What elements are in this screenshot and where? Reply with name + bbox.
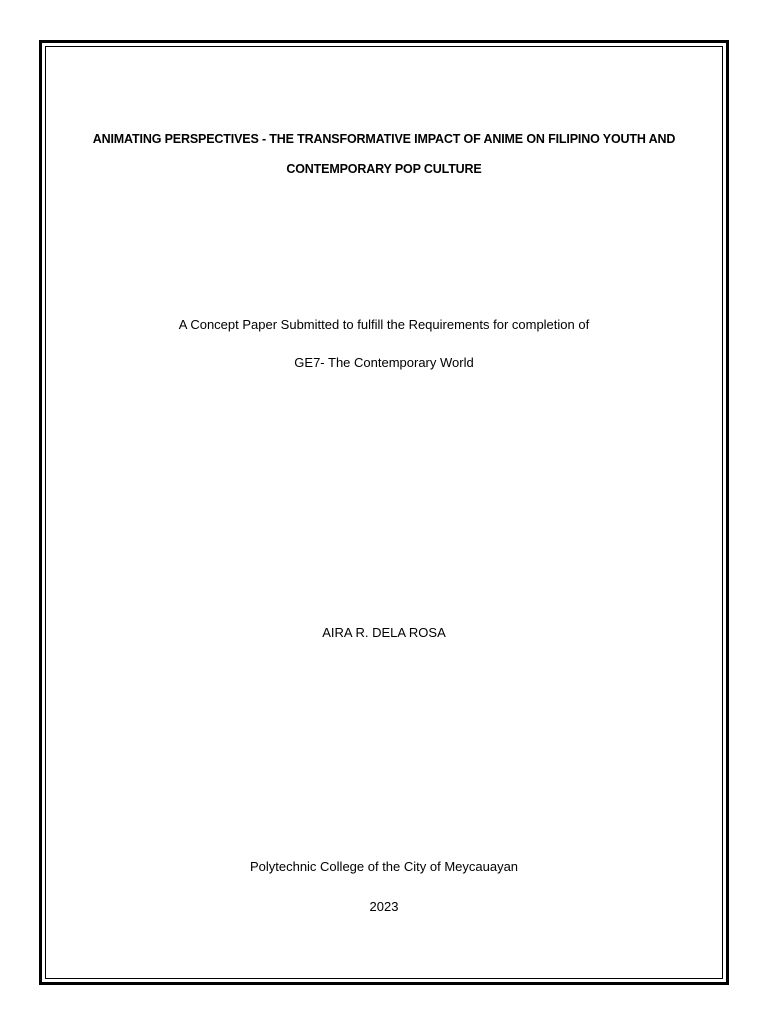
author-name: AIRA R. DELA ROSA bbox=[322, 625, 446, 640]
submission-statement: A Concept Paper Submitted to fulfill the Requirements for completion of bbox=[178, 317, 590, 332]
course-name: GE7- The Contemporary World bbox=[294, 355, 474, 370]
institution-name: Polytechnic College of the City of Meycauayan bbox=[249, 859, 519, 874]
paper-title-line-2: CONTEMPORARY POP CULTURE bbox=[286, 162, 482, 176]
paper-title-line-1: ANIMATING PERSPECTIVES - THE TRANSFORMATIVE IMPACT OF ANIME ON FILIPINO YOUTH AND bbox=[92, 132, 676, 146]
submission-year: 2023 bbox=[369, 899, 399, 914]
page-border-inner bbox=[45, 46, 723, 979]
